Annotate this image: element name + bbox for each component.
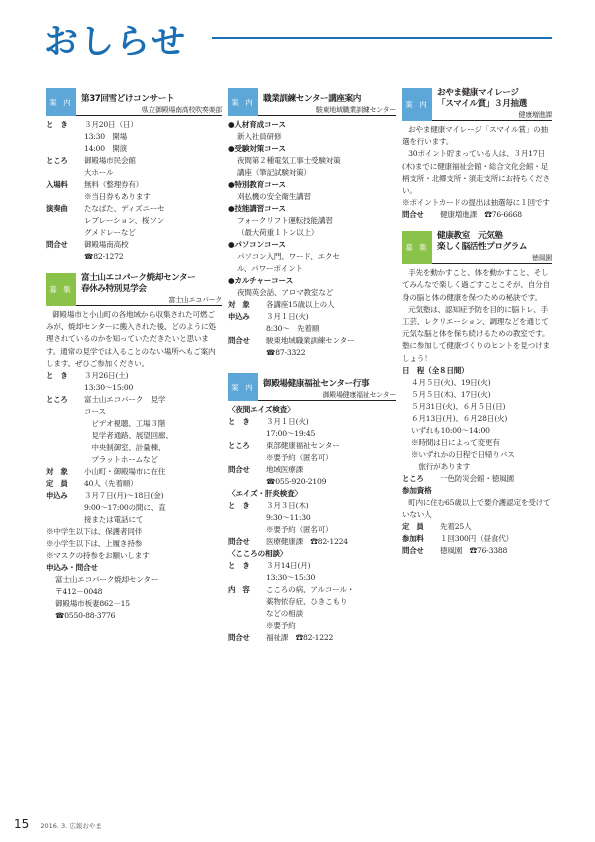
detail-label: 演奏曲 bbox=[46, 204, 68, 213]
detail-value bbox=[440, 533, 552, 545]
detail-line: ３月１日(火) bbox=[266, 312, 309, 321]
detail-line: 東部健康福祉センター bbox=[266, 441, 340, 450]
detail-line: 御殿場南高校 bbox=[84, 240, 129, 249]
detail-line: 大ホール bbox=[84, 168, 114, 177]
detail-line: 各講座15歳以上の人 bbox=[266, 300, 335, 309]
health-section-aids-night: 〈夜間エイズ検査〉 bbox=[228, 405, 295, 414]
detail-line: 薬物依存症、ひきこもり bbox=[266, 597, 348, 606]
mileage-header bbox=[402, 88, 552, 121]
detail-line: 先着25人 bbox=[440, 522, 472, 532]
detail-line: 医療健康課 ☎82-1224 bbox=[266, 537, 348, 546]
eco-notice bbox=[46, 273, 222, 622]
eco-header bbox=[46, 273, 222, 306]
detail-row bbox=[402, 521, 552, 533]
detail-value bbox=[440, 545, 552, 557]
detail-line: 接または電話にて bbox=[84, 515, 144, 525]
training-organizer: 駿東地域職業訓練センター bbox=[315, 106, 396, 114]
course-detail: 刈払機の安全衛生講習 bbox=[237, 192, 311, 201]
detail-value bbox=[84, 478, 222, 490]
detail-row bbox=[228, 335, 396, 359]
detail-line: 駿東地域職業訓練センター bbox=[266, 336, 355, 345]
detail-label: 申込み bbox=[228, 312, 250, 321]
page-title: おしらせ bbox=[44, 22, 187, 62]
detail-label: と き bbox=[46, 120, 68, 129]
detail-line: 徳風園 ☎76-3388 bbox=[440, 546, 508, 556]
course-detail: （最大荷重１トン以上） bbox=[237, 228, 319, 237]
detail-line: グメドレーなど bbox=[84, 228, 136, 237]
detail-label: と き bbox=[228, 561, 250, 570]
detail-line: ３月７日(月)～18日(金) bbox=[84, 491, 164, 501]
mileage-paragraph-2: 30ポイント貯まっている人は、３月17日(木)までに健康福祉会館・総合文化会館・足柄支所・北郷支所・須走支所にお持ちください。 bbox=[402, 149, 550, 196]
text-line: ５月５日(木)、17日(火) bbox=[411, 389, 491, 399]
detail-label: と き bbox=[228, 417, 250, 426]
detail-line: 13:30～15:30 bbox=[266, 573, 316, 582]
text-line: 旅行があります bbox=[411, 461, 471, 471]
detail-value bbox=[84, 155, 222, 179]
course-detail: 講座（筆記試験対策） bbox=[237, 168, 311, 177]
detail-line: 地域医療課 bbox=[266, 465, 303, 474]
class-title-2: 楽しく脳活性プログラム bbox=[437, 242, 528, 253]
detail-value bbox=[266, 335, 396, 359]
training-details bbox=[228, 299, 396, 359]
detail-line: 御殿場市民会館 bbox=[84, 156, 136, 165]
mileage-title-2: 「スマイル賞」３月抽選 bbox=[437, 99, 527, 109]
course-detail: ル、パワーポイント bbox=[237, 264, 303, 273]
detail-value bbox=[266, 584, 396, 632]
mileage-organizer: 健康増進課 bbox=[518, 111, 552, 119]
training-notice bbox=[228, 88, 396, 359]
class-place-label: ところ bbox=[402, 473, 424, 483]
mileage-title: おやま健康マイレージ bbox=[437, 88, 519, 98]
detail-row bbox=[46, 203, 222, 239]
eco-description: 御殿場市と小山町の各地域から収集された可燃ごみが、焼却センターに搬入された後、どのように処理されているのかを知っていただきたいと思います。通常の見学では入ることのない場所へもご案内します。ぜひご参加ください。 bbox=[46, 310, 216, 368]
class-paragraph-1: 手先を動かすこと、体を動かすこと、そしてみんなで楽しく過ごすことこそが、自分自身の脳と体の健康を保つための秘訣です。 bbox=[402, 268, 550, 302]
class-notice bbox=[402, 231, 552, 557]
detail-label: 問合せ bbox=[402, 546, 424, 556]
detail-line: 無料（整理券有） bbox=[84, 180, 144, 189]
detail-row bbox=[46, 466, 222, 478]
detail-line: たなばた、ディズニーセ bbox=[84, 204, 165, 213]
detail-row bbox=[46, 370, 222, 394]
detail-row bbox=[228, 500, 396, 536]
concert-notice bbox=[46, 88, 222, 263]
eco-contact-label: 申込み・問合せ bbox=[46, 563, 98, 573]
detail-label: 入場料 bbox=[46, 180, 68, 189]
detail-label: ところ bbox=[228, 441, 250, 450]
detail-line: 13:30～15:00 bbox=[84, 383, 134, 393]
text-line: ６月13日(月)、６月28日(火) bbox=[411, 413, 508, 423]
eco-details bbox=[46, 370, 222, 526]
detail-label: と き bbox=[46, 371, 68, 381]
health-header bbox=[228, 373, 396, 401]
detail-value bbox=[84, 239, 222, 263]
eco-organizer: 富士山エコパーク bbox=[168, 296, 222, 304]
detail-value bbox=[266, 632, 396, 644]
detail-line: 健康増進課 ☎76-6668 bbox=[440, 210, 522, 220]
detail-line: ３月14日(月) bbox=[266, 561, 311, 570]
detail-row bbox=[228, 464, 396, 488]
issue-note: 2016. 3. 広報おやま bbox=[40, 822, 102, 830]
title-rule bbox=[212, 37, 552, 39]
detail-value bbox=[440, 521, 552, 533]
detail-line: ３月26日(土) bbox=[84, 371, 129, 381]
course-name: ●特別教育コース bbox=[228, 180, 286, 189]
detail-row bbox=[228, 560, 396, 584]
detail-row bbox=[228, 311, 396, 335]
detail-row bbox=[46, 478, 222, 490]
health-organizer: 御殿場健康福祉センター bbox=[322, 391, 396, 399]
detail-label: 問合せ bbox=[402, 210, 424, 220]
health-section-mental: 〈こころの相談〉 bbox=[228, 549, 288, 558]
detail-line: 9:30～11:30 bbox=[266, 513, 311, 522]
column-2 bbox=[228, 88, 396, 654]
detail-value bbox=[84, 490, 222, 526]
detail-line: 中央制御室、計量棟、 bbox=[84, 443, 166, 453]
detail-row bbox=[46, 155, 222, 179]
detail-value bbox=[266, 416, 396, 440]
detail-label: 参加料 bbox=[402, 534, 424, 544]
detail-line: ３月３日(木) bbox=[266, 501, 309, 510]
eco-title: 富士山エコパーク焼却センター bbox=[81, 273, 196, 283]
text-line: ☎0550-88-3776 bbox=[55, 611, 116, 621]
detail-value bbox=[266, 464, 396, 488]
detail-label: 申込み bbox=[46, 491, 68, 501]
eco-badge: 募 集 bbox=[46, 273, 76, 306]
detail-line: 8:30～ 先着順 bbox=[266, 324, 320, 333]
detail-label: 問合せ bbox=[228, 336, 250, 345]
detail-value bbox=[266, 440, 396, 464]
detail-line: ※要予約（匿名可） bbox=[266, 453, 333, 462]
mileage-paragraph-1: おやま健康マイレージ「スマイル賞」の抽選を行います。 bbox=[402, 125, 548, 147]
detail-line: 13:30 開場 bbox=[84, 132, 128, 141]
concert-organizer: 県立御殿場南高校吹奏楽部 bbox=[141, 106, 222, 114]
detail-value bbox=[84, 203, 222, 239]
detail-line: 9:00～17:00の間に、直 bbox=[84, 503, 166, 513]
detail-row bbox=[228, 416, 396, 440]
detail-value bbox=[440, 209, 552, 221]
course-detail: 新入社員研修 bbox=[237, 132, 282, 141]
eco-notes bbox=[46, 526, 222, 562]
detail-line: 福祉課 ☎82-1222 bbox=[266, 633, 334, 642]
detail-line: 17:00～19:45 bbox=[266, 429, 316, 438]
course-detail: 夜間第２種電気工事士受験対策 bbox=[237, 156, 341, 165]
detail-line: ☎055-920-2109 bbox=[266, 477, 327, 486]
class-organizer: 徳風園 bbox=[531, 254, 552, 263]
detail-line: ３月１日(火) bbox=[266, 417, 309, 426]
detail-label: 問合せ bbox=[228, 465, 250, 474]
detail-row bbox=[402, 533, 552, 545]
text-line: ５月31日(火)、６月５日(日) bbox=[411, 401, 506, 411]
detail-line: 富士山エコパーク 見学 bbox=[84, 395, 166, 405]
detail-label: 問合せ bbox=[228, 633, 250, 642]
training-courses bbox=[228, 119, 396, 299]
health-aids-hepatitis-details bbox=[228, 500, 396, 548]
detail-label: と き bbox=[228, 501, 250, 510]
detail-row bbox=[46, 394, 222, 466]
text-line: ※いずれかの日程で日帰りバス bbox=[411, 449, 515, 459]
detail-line: レブレーション、桜ソン bbox=[84, 216, 165, 225]
detail-line: 小山町・御殿場市に在住 bbox=[84, 467, 166, 477]
detail-label: 内 容 bbox=[228, 585, 250, 594]
detail-line: ☎82-1272 bbox=[84, 252, 124, 261]
detail-value bbox=[84, 394, 222, 466]
class-header bbox=[402, 231, 552, 264]
course-name: ●人材育成コース bbox=[228, 120, 286, 129]
health-mental-details bbox=[228, 560, 396, 644]
detail-value bbox=[266, 560, 396, 584]
detail-label: 問合せ bbox=[228, 537, 250, 546]
detail-row bbox=[46, 119, 222, 155]
detail-row bbox=[228, 299, 396, 311]
detail-line: ☎87-3322 bbox=[266, 348, 306, 357]
class-schedule bbox=[402, 377, 552, 473]
mileage-note: ※ポイントカードの提出は抽選毎に１回です bbox=[402, 198, 550, 208]
text-line: ※小学生以下は、上履き持参 bbox=[46, 539, 143, 549]
class-place-row bbox=[402, 473, 552, 485]
detail-line: ビデオ視聴、工場３階 bbox=[84, 419, 166, 429]
detail-line: コース bbox=[84, 407, 106, 417]
detail-line: 見学者通路、展望回廊、 bbox=[84, 431, 173, 441]
class-qualification: 町内に住む65歳以上で要介護認定を受けていない人 bbox=[402, 497, 551, 520]
text-line: 富士山エコパーク焼却センター bbox=[55, 575, 159, 585]
detail-line: 40人（先着順） bbox=[84, 479, 138, 489]
text-line: ※中学生以下は、保護者同伴 bbox=[46, 527, 143, 537]
class-place: 一色防災会館・徳風園 bbox=[440, 473, 514, 483]
detail-row bbox=[402, 545, 552, 557]
detail-line: ３月20日（日） bbox=[84, 120, 138, 129]
detail-label: 定 員 bbox=[402, 522, 424, 532]
text-line: 〒412－0048 bbox=[55, 587, 103, 597]
mileage-details bbox=[402, 209, 552, 221]
health-notice bbox=[228, 373, 396, 644]
text-line: ４月５日(火)、19日(火) bbox=[411, 377, 491, 387]
text-line: いずれも10:00～14:00 bbox=[411, 425, 490, 435]
class-qualification-label: 参加資格 bbox=[402, 485, 432, 495]
class-details bbox=[402, 521, 552, 557]
detail-label: 問合せ bbox=[46, 240, 68, 249]
detail-label: ところ bbox=[46, 395, 68, 405]
detail-label: 対 象 bbox=[46, 467, 68, 477]
training-header bbox=[228, 88, 396, 116]
detail-value bbox=[84, 466, 222, 478]
detail-line: こころの病、アルコール・ bbox=[266, 585, 355, 594]
detail-row bbox=[46, 490, 222, 526]
health-aids-night-details bbox=[228, 416, 396, 488]
concert-details bbox=[46, 119, 222, 263]
detail-row bbox=[228, 536, 396, 548]
text-line: ※時間は日によって変更有 bbox=[411, 437, 500, 447]
detail-line: １回300円（昼食代） bbox=[440, 534, 514, 544]
concert-badge: 案 内 bbox=[46, 88, 76, 116]
course-detail: フォークリフト運転技能講習 bbox=[237, 216, 333, 225]
health-title: 御殿場健康福祉センター行事 bbox=[263, 379, 370, 389]
class-title: 健康教室 元気塾 bbox=[437, 231, 503, 242]
course-name: ●パソコンコース bbox=[228, 240, 286, 249]
concert-title: 第37回雪どけコンサート bbox=[81, 94, 175, 104]
text-line: 御殿場市板妻862－15 bbox=[55, 599, 130, 609]
detail-line: ※当日券もあります bbox=[84, 192, 151, 201]
mileage-notice bbox=[402, 88, 552, 221]
detail-row bbox=[228, 584, 396, 632]
detail-row bbox=[46, 239, 222, 263]
class-paragraph-2: 元気塾は、認知症予防を目的に脳トレ、手工芸、レクリエーション、調理などを通じて元気な脳と体を保ち続けるための教室です。塾に参加して健康づくりのヒントを見つけましょう！ bbox=[402, 304, 550, 363]
page-number: 15 bbox=[14, 817, 30, 831]
course-name: ●技能講習コース bbox=[228, 204, 286, 213]
detail-line: ※要予約（匿名可） bbox=[266, 525, 333, 534]
course-detail: パソコン入門、ワード、エクセ bbox=[237, 252, 340, 261]
column-1 bbox=[46, 88, 222, 632]
detail-line: プラットホームなど bbox=[84, 455, 158, 465]
training-badge: 案 内 bbox=[228, 88, 258, 116]
detail-value bbox=[266, 311, 396, 335]
detail-label: ところ bbox=[46, 156, 68, 165]
detail-row bbox=[228, 440, 396, 464]
detail-value bbox=[84, 370, 222, 394]
text-line: ※マスクの持参をお願いします bbox=[46, 551, 150, 561]
detail-line: ※要予約 bbox=[266, 621, 296, 630]
concert-header bbox=[46, 88, 222, 116]
detail-line: 14:00 開演 bbox=[84, 144, 128, 153]
detail-value bbox=[266, 500, 396, 536]
eco-contact bbox=[46, 574, 222, 622]
detail-line: などの相談 bbox=[266, 609, 303, 618]
course-detail: 夜間英会話、アロマ教室など bbox=[237, 288, 334, 297]
training-title: 職業訓練センター講座案内 bbox=[263, 94, 361, 104]
health-badge: 案 内 bbox=[228, 373, 258, 401]
class-schedule-label: 日 程（全８日間） bbox=[402, 365, 469, 375]
detail-row bbox=[46, 179, 222, 203]
detail-row bbox=[228, 632, 396, 644]
mileage-badge: 案 内 bbox=[402, 88, 432, 121]
detail-row bbox=[402, 209, 552, 221]
class-badge: 募 集 bbox=[402, 231, 432, 264]
column-3 bbox=[402, 88, 552, 567]
detail-label: 定 員 bbox=[46, 479, 68, 489]
course-name: ●受験対策コース bbox=[228, 144, 286, 153]
detail-label: 対 象 bbox=[228, 300, 250, 309]
course-name: ●カルチャーコース bbox=[228, 276, 293, 285]
footer bbox=[14, 813, 102, 832]
detail-value bbox=[84, 179, 222, 203]
detail-value bbox=[266, 536, 396, 548]
health-section-aids-hepatitis: 〈エイズ・肝炎検査〉 bbox=[228, 489, 302, 498]
detail-value bbox=[84, 119, 222, 155]
detail-value bbox=[266, 299, 396, 311]
eco-title-2: 春休み特別見学会 bbox=[81, 284, 147, 294]
